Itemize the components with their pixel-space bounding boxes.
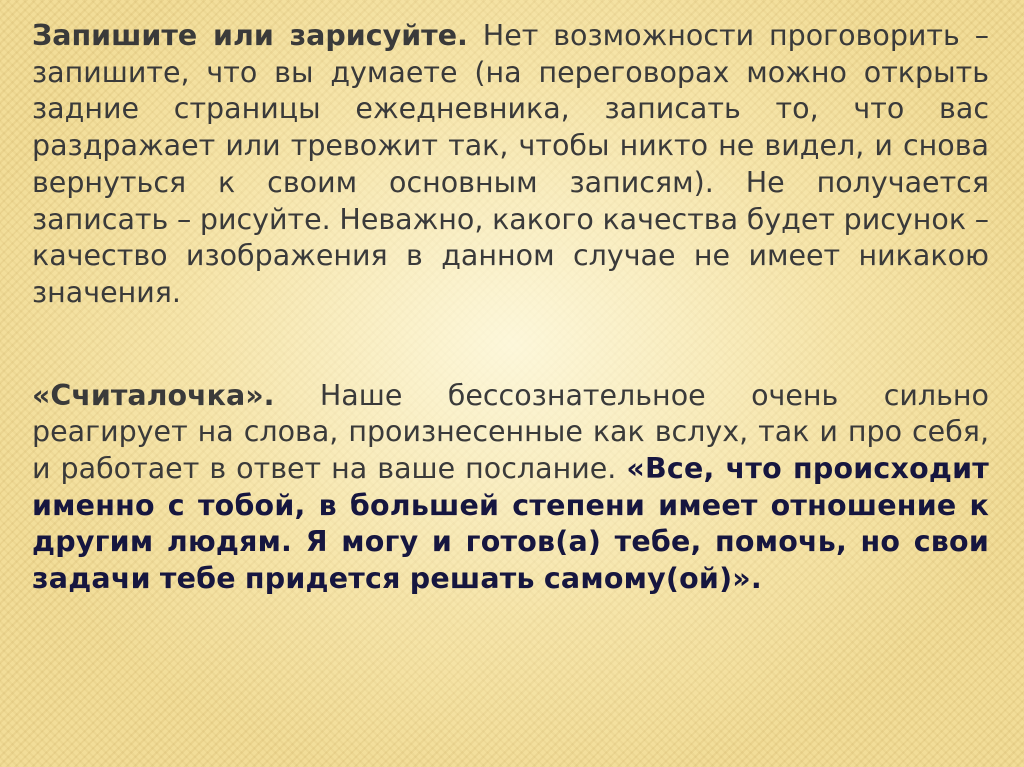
paragraph-heading: «Считалочка».	[32, 378, 275, 412]
slide-content	[32, 18, 989, 598]
paragraph-text: Нет возможности проговорить – запишите, что вы думаете (на переговорах можно открыть задние страницы ежедневника, записать то, что вас раздражает или тревожит так, чтобы никто не видел, и снова вернуться к своим основным записям). Не получается записать – рисуйте. Неважно, какого качества будет рисунок – качество изображения в данном случае не имеет никакою значения.	[32, 19, 989, 309]
paragraph-heading: Запишите или зарисуйте.	[32, 19, 468, 52]
highlighted-quote: «Все, что происходит именно с тобой, в большей степени имеет отношение к другим людям. Я могу и готов(а) тебе, помочь, но свои задачи тебе придется решать самому(ой)».	[32, 452, 989, 596]
paragraph-write-or-draw	[32, 18, 989, 312]
paragraph-counting-rhyme	[32, 378, 989, 598]
paragraph-text: Наше бессознательное очень сильно реагирует на слова, произнесенные как вслух, так и про себя, и работает в ответ на ваше послание.	[32, 378, 989, 486]
